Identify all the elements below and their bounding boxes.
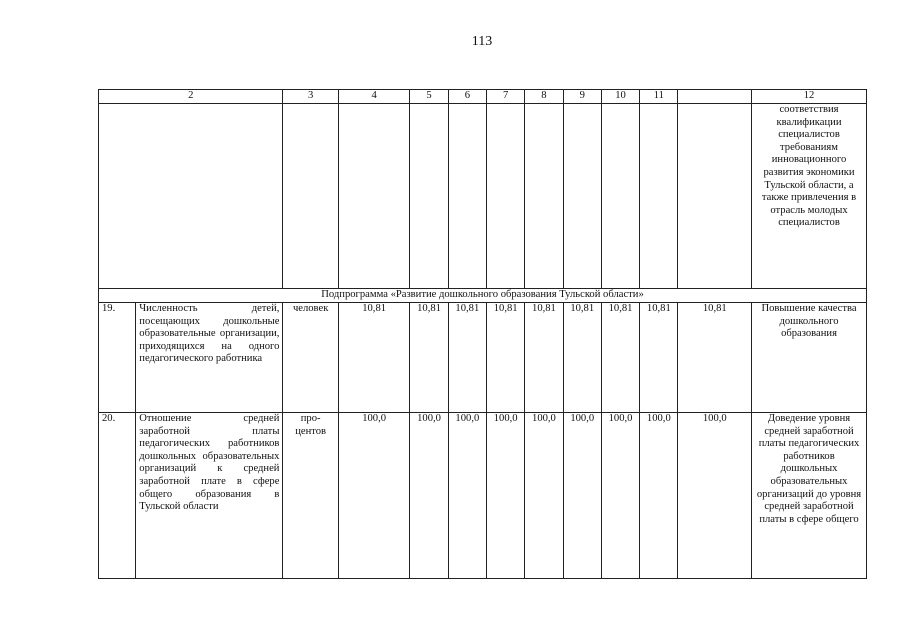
value-cell: 100,0 [338,413,410,579]
header-cell: 10 [601,90,639,104]
header-cell: 2 [99,90,283,104]
empty-cell [487,104,525,289]
value-cell: 100,0 [563,413,601,579]
row-number: 19. [99,303,136,413]
value-cell: 100,0 [640,413,678,579]
value-cell: 10,81 [601,303,639,413]
empty-cell [283,104,338,289]
expected-result: Доведение уровня средней заработной платы педагогических работников дошкольных образовательных организаций до уровня средней заработной платы в сфере общего [752,413,867,579]
indicator-name: Отношение средней заработной платы педагогических работников дошкольных образовательных организаций к средней заработной плате в сфере общего образования в Тульской области [136,413,283,579]
indicators-table [98,89,867,579]
header-cell: 4 [338,90,410,104]
header-cell: 8 [525,90,563,104]
value-cell: 10,81 [410,303,448,413]
value-cell: 100,0 [448,413,486,579]
value-cell: 10,81 [678,303,752,413]
value-cell: 10,81 [487,303,525,413]
unit: человек [283,303,338,413]
header-cell: 7 [487,90,525,104]
value-cell: 100,0 [487,413,525,579]
page-number: 113 [471,34,493,49]
empty-cell [601,104,639,289]
value-cell: 10,81 [338,303,410,413]
value-cell: 100,0 [525,413,563,579]
header-cell: 9 [563,90,601,104]
continuation-result: соответствия квалификации специалистов требованиям инновационного развития экономики Тульской области, а также привлечения в отрасль молодых специалистов [752,104,867,289]
expected-result: Повышение качества дошкольного образования [752,303,867,413]
value-cell: 100,0 [678,413,752,579]
table-row [99,303,867,413]
value-cell: 10,81 [448,303,486,413]
empty-cell [525,104,563,289]
value-cell: 10,81 [563,303,601,413]
value-cell: 100,0 [410,413,448,579]
subprogram-row [99,289,867,303]
header-cell: 5 [410,90,448,104]
header-row [99,90,867,104]
empty-cell [448,104,486,289]
indicator-name: Численность детей, посещающих дошкольные образовательные организации, приходящихся на одного педагогического работника [136,303,283,413]
unit: про-центов [283,413,338,579]
value-cell: 100,0 [601,413,639,579]
header-cell: 6 [448,90,486,104]
empty-cell [640,104,678,289]
subprogram-title: Подпрограмма «Развитие дошкольного образования Тульской области» [99,289,867,303]
empty-cell [338,104,410,289]
empty-cell [410,104,448,289]
value-cell: 10,81 [640,303,678,413]
header-cell: 12 [752,90,867,104]
row-number: 20. [99,413,136,579]
table-row [99,413,867,579]
empty-cell [678,104,752,289]
continuation-row [99,104,867,289]
header-cell [678,90,752,104]
empty-cell [563,104,601,289]
value-cell: 10,81 [525,303,563,413]
empty-cell [99,104,283,289]
header-cell: 11 [640,90,678,104]
header-cell: 3 [283,90,338,104]
